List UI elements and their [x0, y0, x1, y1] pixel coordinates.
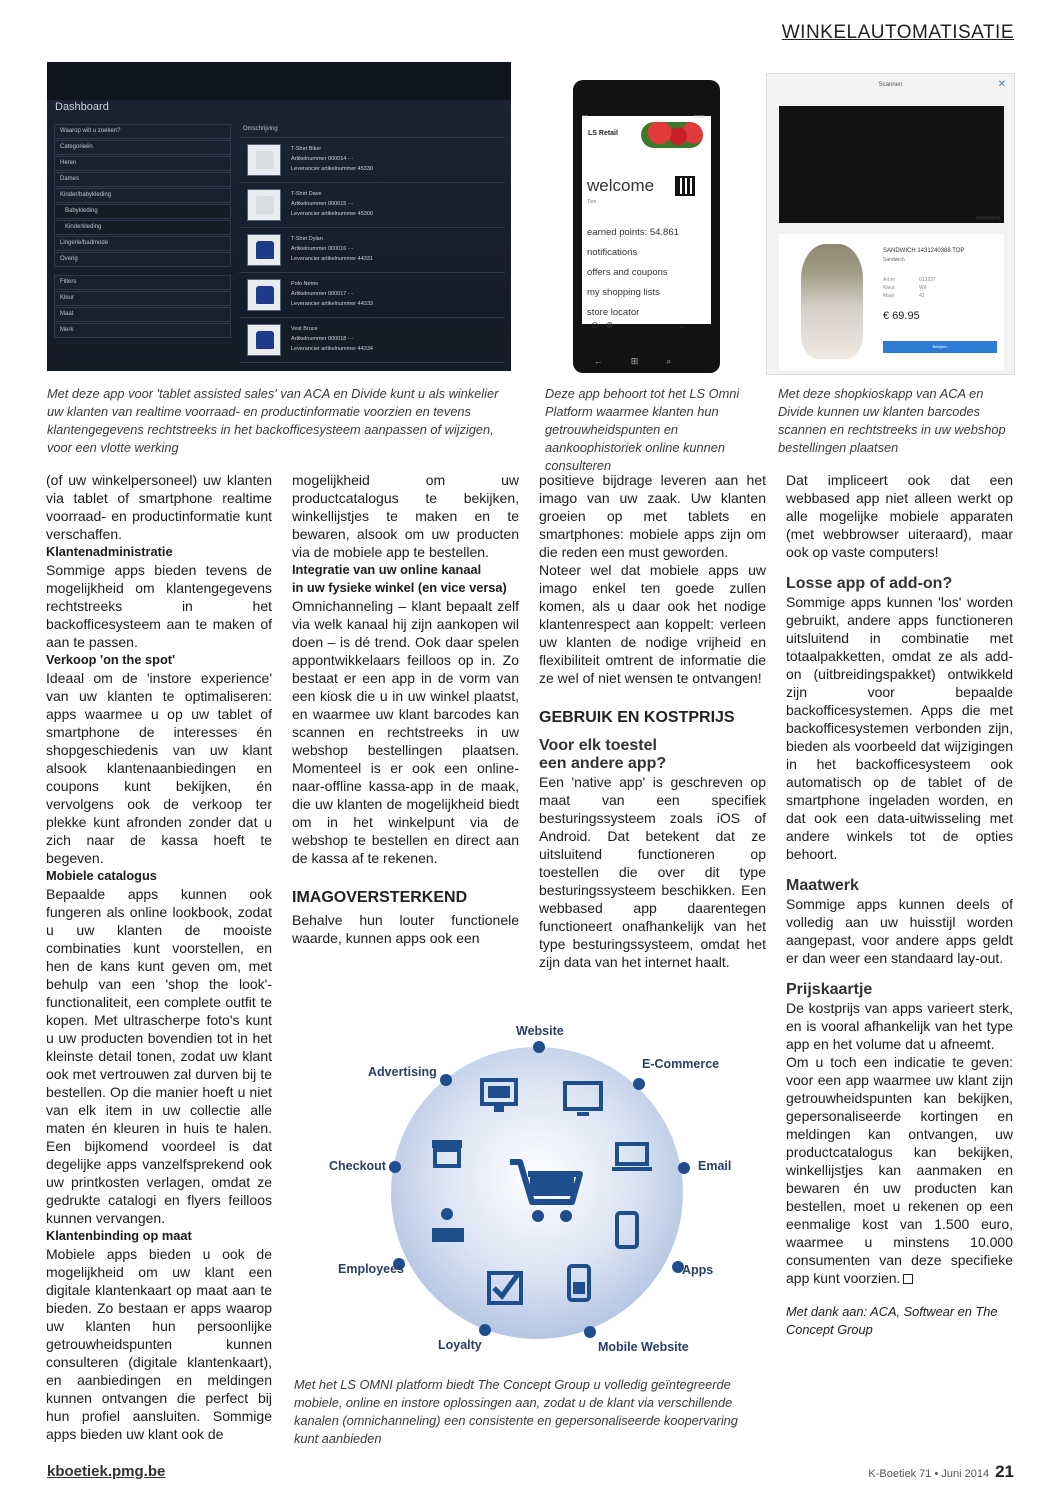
subheading: Mobiele catalogus [46, 868, 157, 883]
kiosk-title: Scannen [878, 82, 903, 88]
diagram-label: Mobile Website [598, 1340, 689, 1354]
product-article: Artikelnummer 000017 - - [291, 291, 354, 297]
product-name: Polo Nemo [291, 281, 319, 287]
tshirt-thumbnail [247, 144, 281, 176]
product-name: T-Shirt Dylan [291, 236, 323, 242]
diagram-label: Apps [682, 1263, 714, 1277]
paragraph: Dat impliceert ook dat een webbased app niet alleen werkt op alle mogelijke mobiele apparaten (met webbrowser uiteraard), maar ook op vaste computers! [786, 472, 1013, 560]
phone-menu-item: my shopping lists [587, 287, 660, 298]
filter-item: Kleur [54, 291, 231, 306]
footer-site[interactable]: kboetiek.pmg.be [47, 1463, 166, 1480]
kiosk-meta [883, 276, 936, 300]
subheading: Prijskaartje [786, 981, 873, 998]
dashboard-product-list [239, 124, 505, 363]
subheading: Maatwerk [786, 877, 859, 894]
product-name: Vest Bruce [291, 326, 318, 332]
section-heading: GEBRUIK EN KOSTPRIJS [539, 709, 735, 726]
product-supplier: Leverancier artikelnummer 44333 [291, 301, 373, 307]
caption-kiosk: Met deze shopkioskapp van ACA en Divide kunnen uw klanten barcodes scannen en rechtstreeks in uw webshop bestellingen plaatsen [778, 386, 1006, 455]
dashboard-screenshot [47, 62, 511, 371]
page-number: 21 [995, 1462, 1014, 1481]
berries-image [641, 122, 703, 148]
user-name: Tom [587, 199, 597, 205]
meta-value: Wit [919, 285, 927, 291]
column-3 [539, 471, 766, 971]
meta-key: Kleur [883, 285, 895, 291]
diagram-label: Loyalty [438, 1338, 482, 1352]
phone-menu-item: notifications [587, 247, 638, 258]
kiosk-product-name: SANDWICH 1431240388 TOP [883, 248, 965, 254]
paragraph: Noteer wel dat mobiele apps uw imago enkel ten goede zullen komen, als u daar ook het nodige klantenrespect aan koppelt: verleen uw klanten de nodige vrijheid en flexibiliteit omtrent de informatie die ze wel of niet wensen te ontvangen! [539, 562, 766, 686]
subheading: Voor elk toestel [539, 737, 657, 754]
end-mark-icon [903, 1274, 913, 1284]
diagram-label: Advertising [368, 1065, 437, 1079]
paragraph: Ideaal om de 'instore experience' van uw klanten te optimaliseren: apps waarmee u op uw tablet of smartphone de interesses én shopgeschiedenis van uw klant alsook klantenaanbiedingen en coupons kunt bekijken, én vervolgens ook de verkoop ter plekke kunt afronden zonder dat u zich naar de kassa hoeft te begeven. [46, 670, 272, 866]
menu-item: Lingerie/badmode [54, 236, 231, 251]
product-name: T-Shirt Dave [291, 191, 322, 197]
footer-issue [868, 1462, 1014, 1482]
phone-screenshot [573, 80, 720, 373]
column-2 [292, 471, 519, 947]
subheading: in uw fysieke winkel (en vice versa) [292, 580, 507, 595]
qr-code-icon [675, 176, 695, 196]
kiosk-product-panel [779, 234, 1004, 370]
menu-item: Dames [54, 172, 231, 187]
paragraph: De kostprijs van apps varieert sterk, en is vooral afhankelijk van het type app en het volume dat u afneemt. [786, 1000, 1013, 1052]
subheading: Klantenbinding op maat [46, 1228, 192, 1243]
paragraph: Sommige apps kunnen deels of volledig aan uw huisstijl worden aangepast, voor andere apps geldt er dan weer een standaard lay-out. [786, 896, 1013, 966]
column-4 [786, 471, 1013, 1339]
product-row [239, 183, 505, 228]
product-article: Artikelnummer 000014 - - [291, 156, 354, 162]
filter-item: Maat [54, 307, 231, 322]
product-article: Artikelnummer 000015 - - [291, 201, 354, 207]
diagram-label: Website [516, 1024, 564, 1038]
dashboard-search: Waarop wilt u zoeken? [54, 124, 231, 139]
phone-menu-item: earned points: 54.861 [587, 227, 679, 238]
diagram-label: Email [698, 1159, 732, 1173]
polo-thumbnail [247, 279, 281, 311]
caption-dashboard: Met deze app voor 'tablet assisted sales' van ACA en Divide kunt u als winkelier uw klanten van realtime voorraad- en productinformatie voorzien en tevens klantengegevens rechtstreeks in het backofficesysteem aanpassen of wijzigen, voor een vlotte werking [47, 386, 499, 455]
caption-phone: Deze app behoort tot het LS Omni Platform waarmee klanten hun getrouwheidspunten en aankoophistoriek online kunnen consulteren [545, 386, 740, 473]
column-header: Omschrijving [239, 124, 505, 138]
product-row [239, 138, 505, 183]
phone-action-icons: ⊙ ⊕ … [591, 320, 686, 330]
menu-item: Overig [54, 252, 231, 267]
kiosk-brand: Sandwich [883, 257, 905, 263]
paragraph: Een 'native app' is geschreven op maat van een specifiek besturingssysteem zoals iOS of Android. Dat betekent dat ze uitsluitend functioneren op toestellen die over dit type besturingssysteem beschikken. Een webbased app daarentegen functioneert onafhankelijk van het type besturingssysteem, omdat het zijn data van het internet haalt. [539, 774, 766, 970]
phone-nav-icons: ←⊞⌕ [593, 356, 700, 366]
filter-item: Merk [54, 323, 231, 338]
diagram-label: Checkout [329, 1159, 386, 1173]
diagram-label: Employees [338, 1262, 405, 1276]
camera-view [779, 106, 1004, 223]
acknowledgement: Met dank aan: ACA, Softwear en The Concept Group [786, 1304, 998, 1337]
paragraph: Sommige apps kunnen 'los' worden gebruikt, andere apps functioneren uitsluitend in combinatie met totaalpakketten, omdat ze als add-on (uitbreidingspakket) ontwikkeld zijn voor bepaalde backofficesystemen. Apps die met backofficesystemen verbonden zijn, bieden als voorbeeld dat wijzigingen in het backofficesysteem ook automatisch op de tablet of de smartphone ingeladen worden, en dat ook een data-uitwisseling met andere winkels tot de opties behoort. [786, 594, 1013, 862]
welcome-text: welcome [587, 176, 655, 195]
tshirt-thumbnail [247, 189, 281, 221]
subheading: Integratie van uw online kanaal [292, 562, 482, 577]
product-supplier: Leverancier artikelnummer 44334 [291, 346, 373, 352]
subheading: Losse app of add-on? [786, 575, 953, 592]
section-title: WINKELAUTOMATISATIE [781, 22, 1014, 43]
section-heading: IMAGOVERSTERKEND [292, 889, 468, 906]
top-garment-image [801, 244, 863, 359]
meta-key: Maat [883, 293, 895, 299]
product-row [239, 273, 505, 318]
meta-key: Art.nr [883, 277, 896, 283]
subheading: een andere app? [539, 755, 667, 772]
dashboard-title: Dashboard [55, 101, 109, 113]
menu-item: Heren [54, 156, 231, 171]
brand-name: LS Retail [588, 130, 618, 137]
paragraph: Behalve hun louter functionele waarde, kunnen apps ook een [292, 912, 519, 946]
menu-item: Kinder/babykleding [54, 188, 231, 203]
kiosk-price: € 69.95 [883, 310, 920, 322]
kiosk-view-button: Bekijken [883, 341, 997, 353]
product-row [239, 228, 505, 273]
product-article: Artikelnummer 000016 - - [291, 246, 354, 252]
caption-diagram: Met het LS OMNI platform biedt The Concept Group u volledig geïntegreerde mobiele, online en instore oplossingen aan, zodat u de klant via verschillende kanalen (omnichanneling) een consistente en gepersonaliseerde koopervaring kunt aanbieden [294, 1377, 738, 1446]
subheading: Klantenadministratie [46, 544, 173, 559]
menu-item: Kinderkleding [54, 220, 231, 235]
omnichannel-diagram [324, 1020, 742, 1368]
menu-item: Categorieën [54, 140, 231, 155]
paragraph: (of uw winkelpersoneel) uw klanten via tablet of smartphone realtime voorraad- en productinformatie kunt verschaffen. [46, 472, 272, 542]
subheading: Verkoop 'on the spot' [46, 652, 176, 667]
product-supplier: Leverancier artikelnummer 44331 [291, 256, 373, 262]
product-article: Artikelnummer 000018 - - [291, 336, 354, 342]
paragraph: Omnichanneling – klant bepaalt zelf via welk kanaal hij zijn aankopen wil doen – is dé trend. Ook daar spelen appontwikkelaars feilloos op in. Zo bestaat er een app in de vorm van een kiosk die u in uw winkel plaatst, en waarmee uw klant barcodes kan scannen en rechtstreeks in uw webshop bestellingen plaatsen. Momenteel is er ook een online-naar-offline kassa-app in de maak, die uw klanten de mogelijkheid biedt om in het winkelpunt via de webshop te bestellen en direct aan de kassa af te rekenen. [292, 598, 519, 866]
issue-label: K-Boetiek 71 • Juni 2014 [868, 1468, 990, 1480]
meta-value: 013237 [919, 277, 936, 283]
dashboard-sidebar [54, 124, 231, 339]
ls-retail-logo [586, 120, 707, 150]
phone-menu [587, 223, 679, 323]
product-supplier: Leverancier artikelnummer 45300 [291, 211, 373, 217]
tshirt-thumbnail [247, 234, 281, 266]
column-1 [46, 471, 272, 1443]
diagram-label: E-Commerce [642, 1057, 720, 1071]
product-name: T-Shirt Biker [291, 146, 322, 152]
vest-thumbnail [247, 324, 281, 356]
phone-status-bar [582, 114, 711, 119]
paragraph: mogelijkheid om uw productcatalogus te bekijken, winkellijstjes te maken en te bewaren, alsook om uw producten via de mobiele app te bestellen. [292, 472, 519, 560]
paragraph-text: Om u toch een indicatie te geven: voor een app waarmee uw klant zijn getrouwheidspunten kan bekijken, gepersonaliseerde kortingen en meldingen kan ontvangen, uw productcatalogus kan bekijken, winkellijstjes kan aanmaken en bewaren én uw producten kan bestellen, moet u rekenen op een eenmalige kost van 1.500 euro, waarmee u minstens 10.000 consumenten van deze specifieke app kunt voorzien. [786, 1054, 1013, 1286]
network-label: 4G [582, 114, 589, 119]
camera-code: 2013/04/8100 [975, 215, 1000, 220]
paragraph: Bepaalde apps kunnen ook fungeren als online lookbook, zodat u uw klanten de mooiste combinaties kunt voorstellen, en hen de kans kunt geven om, met behulp van een 'shop the look'-functionaliteit, een complete outfit te kopen. Met ultrascherpe foto's kunt u uw producten bovendien tot in het kleinste detail tonen, zodat uw klant ook met vertrouwen zal durven bij te bestellen. Op die manier hoeft u niet van elk item in uw collectie alle maten én kleuren in huis te halen. Een bijkomend voordeel is dat degelijke apps vanzelfsprekend ook uw printkosten verlagen, omdat ze gedrukte catalogi en flyers feilloos kunnen vervangen. [46, 886, 272, 1226]
meta-value: 42 [919, 293, 925, 299]
paragraph: positieve bijdrage leveren aan het imago van uw zaak. Uw klanten groeien op met tablets en smartphones: mobiele apps zijn om die reden een must geworden. [539, 472, 766, 560]
kiosk-screenshot [766, 73, 1015, 375]
paragraph [786, 1053, 1013, 1287]
paragraph: Mobiele apps bieden u ook de mogelijkheid om uw klant een digitale klantenkaart op maat aan te bieden. Zo bestaan er apps waarop uw klanten hun persoonlijke getrouwheidspunten kunnen consulteren (digitale klantenkaart), en aanbiedingen en meldingen kunnen ontvangen die perfect bij hun profiel aansluiten. Sommige apps bieden uw klant ook de [46, 1246, 272, 1442]
product-row [239, 318, 505, 363]
phone-menu-item: offers and coupons [587, 267, 668, 278]
clock: 12:36 [693, 114, 705, 119]
paragraph: Sommige apps bieden tevens de mogelijkheid om klantengegevens rechtstreeks in het backofficesysteem aan te maken of aan te passen. [46, 562, 272, 650]
close-icon: ✕ [997, 79, 1006, 90]
phone-menu-item: store locator [587, 307, 640, 318]
filter-item: Filters [54, 275, 231, 290]
product-supplier: Leverancier artikelnummer 45330 [291, 166, 373, 172]
menu-item: Babykleding [54, 204, 231, 219]
